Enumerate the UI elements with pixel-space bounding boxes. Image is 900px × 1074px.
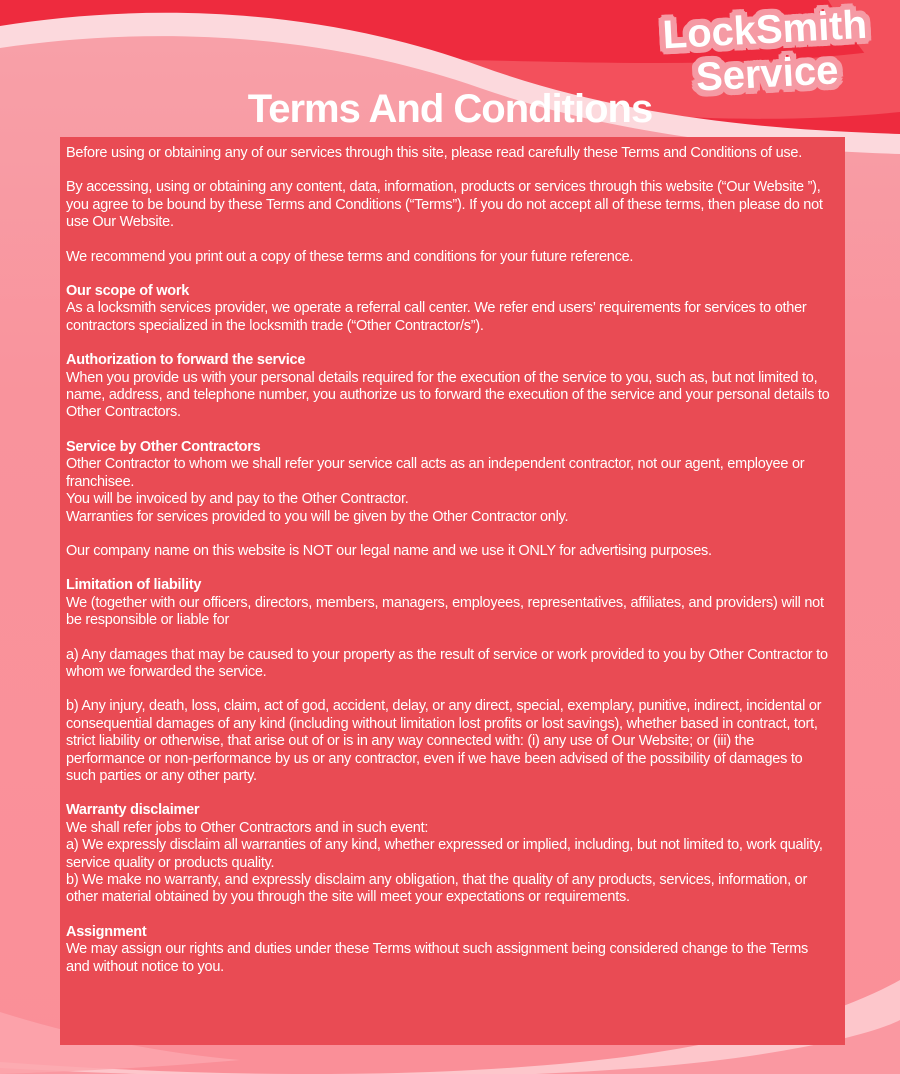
spacer	[66, 422, 835, 439]
paragraph: b) Any injury, death, loss, claim, act of god, accident, delay, or any direct, special, exemplary, punitive, indirect, incidental or consequential damages of any kind (including without limitation lost profits or lost savings), whether based in contract, tort, strict liability or otherwise, that arise out of or is in any way connected with: (i) any use of Our Website; or (iii) the performance or non-performance by us or any contractor, even if we have been advised of the possibility of damages to such parties or any other party.	[66, 698, 822, 784]
paragraph: As a locksmith services provider, we operate a referral call center. We refer end users’ requirements for services to other contractors specialized in the locksmith trade (“Other Contractor/s”).	[66, 300, 807, 334]
spacer	[66, 681, 835, 698]
spacer	[66, 907, 835, 924]
spacer	[66, 162, 835, 179]
spacer	[66, 560, 835, 577]
spacer	[66, 266, 835, 283]
paragraph: a) Any damages that may be caused to your property as the result of service or work provided to you by Other Contractor to whom we forwarded the service.	[66, 646, 828, 680]
spacer	[66, 335, 835, 352]
paragraph: When you provide us with your personal details required for the execution of the service to you, such as, but not limited to, name, address, and telephone number, you authorize us to forward the execution of the service and your personal details to Other Contractors.	[66, 369, 830, 421]
section-heading: Assignment	[66, 923, 147, 940]
spacer	[66, 785, 835, 802]
paragraph: b) We make no warranty, and expressly disclaim any obligation, that the quality of any products, services, information, or other material obtained by you through the site will meet your expectations or requirements.	[66, 872, 808, 906]
section-heading: Limitation of liability	[66, 577, 202, 594]
spacer	[66, 232, 835, 249]
spacer	[66, 630, 835, 647]
section-heading: Warranty disclaimer	[66, 802, 200, 819]
paragraph: You will be invoiced by and pay to the Other Contractor.	[66, 491, 409, 508]
paragraph: Other Contractor to whom we shall refer your service call acts as an independent contractor, not our agent, employee or franchisee.	[66, 456, 805, 490]
paragraph: a) We expressly disclaim all warranties of any kind, whether expressed or implied, including, but not limited to, work quality, service quality or products quality.	[66, 837, 823, 871]
paragraph: We (together with our officers, directors, members, managers, employees, representatives, affiliates, and providers) will not be responsible or liable for	[66, 594, 824, 629]
brand-name-line2: Service	[694, 48, 840, 100]
spacer	[66, 526, 835, 543]
paragraph: We recommend you print out a copy of these terms and conditions for your future reference.	[66, 248, 634, 265]
terms-panel	[60, 137, 845, 1045]
paragraph: Warranties for services provided to you will be given by the Other Contractor only.	[66, 508, 569, 525]
paragraph: We may assign our rights and duties under these Terms without such assignment being considered change to the Terms and without notice to you.	[66, 941, 809, 975]
terms-content	[66, 145, 835, 976]
paragraph: Our company name on this website is NOT our legal name and we use it ONLY for advertising purposes.	[66, 542, 712, 559]
paragraph: By accessing, using or obtaining any content, data, information, products or services through this website (“Our Website ”), you agree to be bound by these Terms and Conditions (“Terms”). If you do not accept all of these terms, then please do not use Our Website.	[66, 179, 823, 231]
brand-name-line1: LockSmith	[661, 2, 869, 58]
paragraph: We shall refer jobs to Other Contractors and in such event:	[66, 819, 429, 836]
section-heading: Our scope of work	[66, 283, 190, 300]
paragraph: Before using or obtaining any of our services through this site, please read carefully these Terms and Conditions of use.	[66, 145, 802, 161]
page-title: Terms And Conditions	[247, 87, 653, 131]
section-heading: Authorization to forward the service	[66, 352, 306, 369]
section-heading: Service by Other Contractors	[66, 438, 261, 455]
